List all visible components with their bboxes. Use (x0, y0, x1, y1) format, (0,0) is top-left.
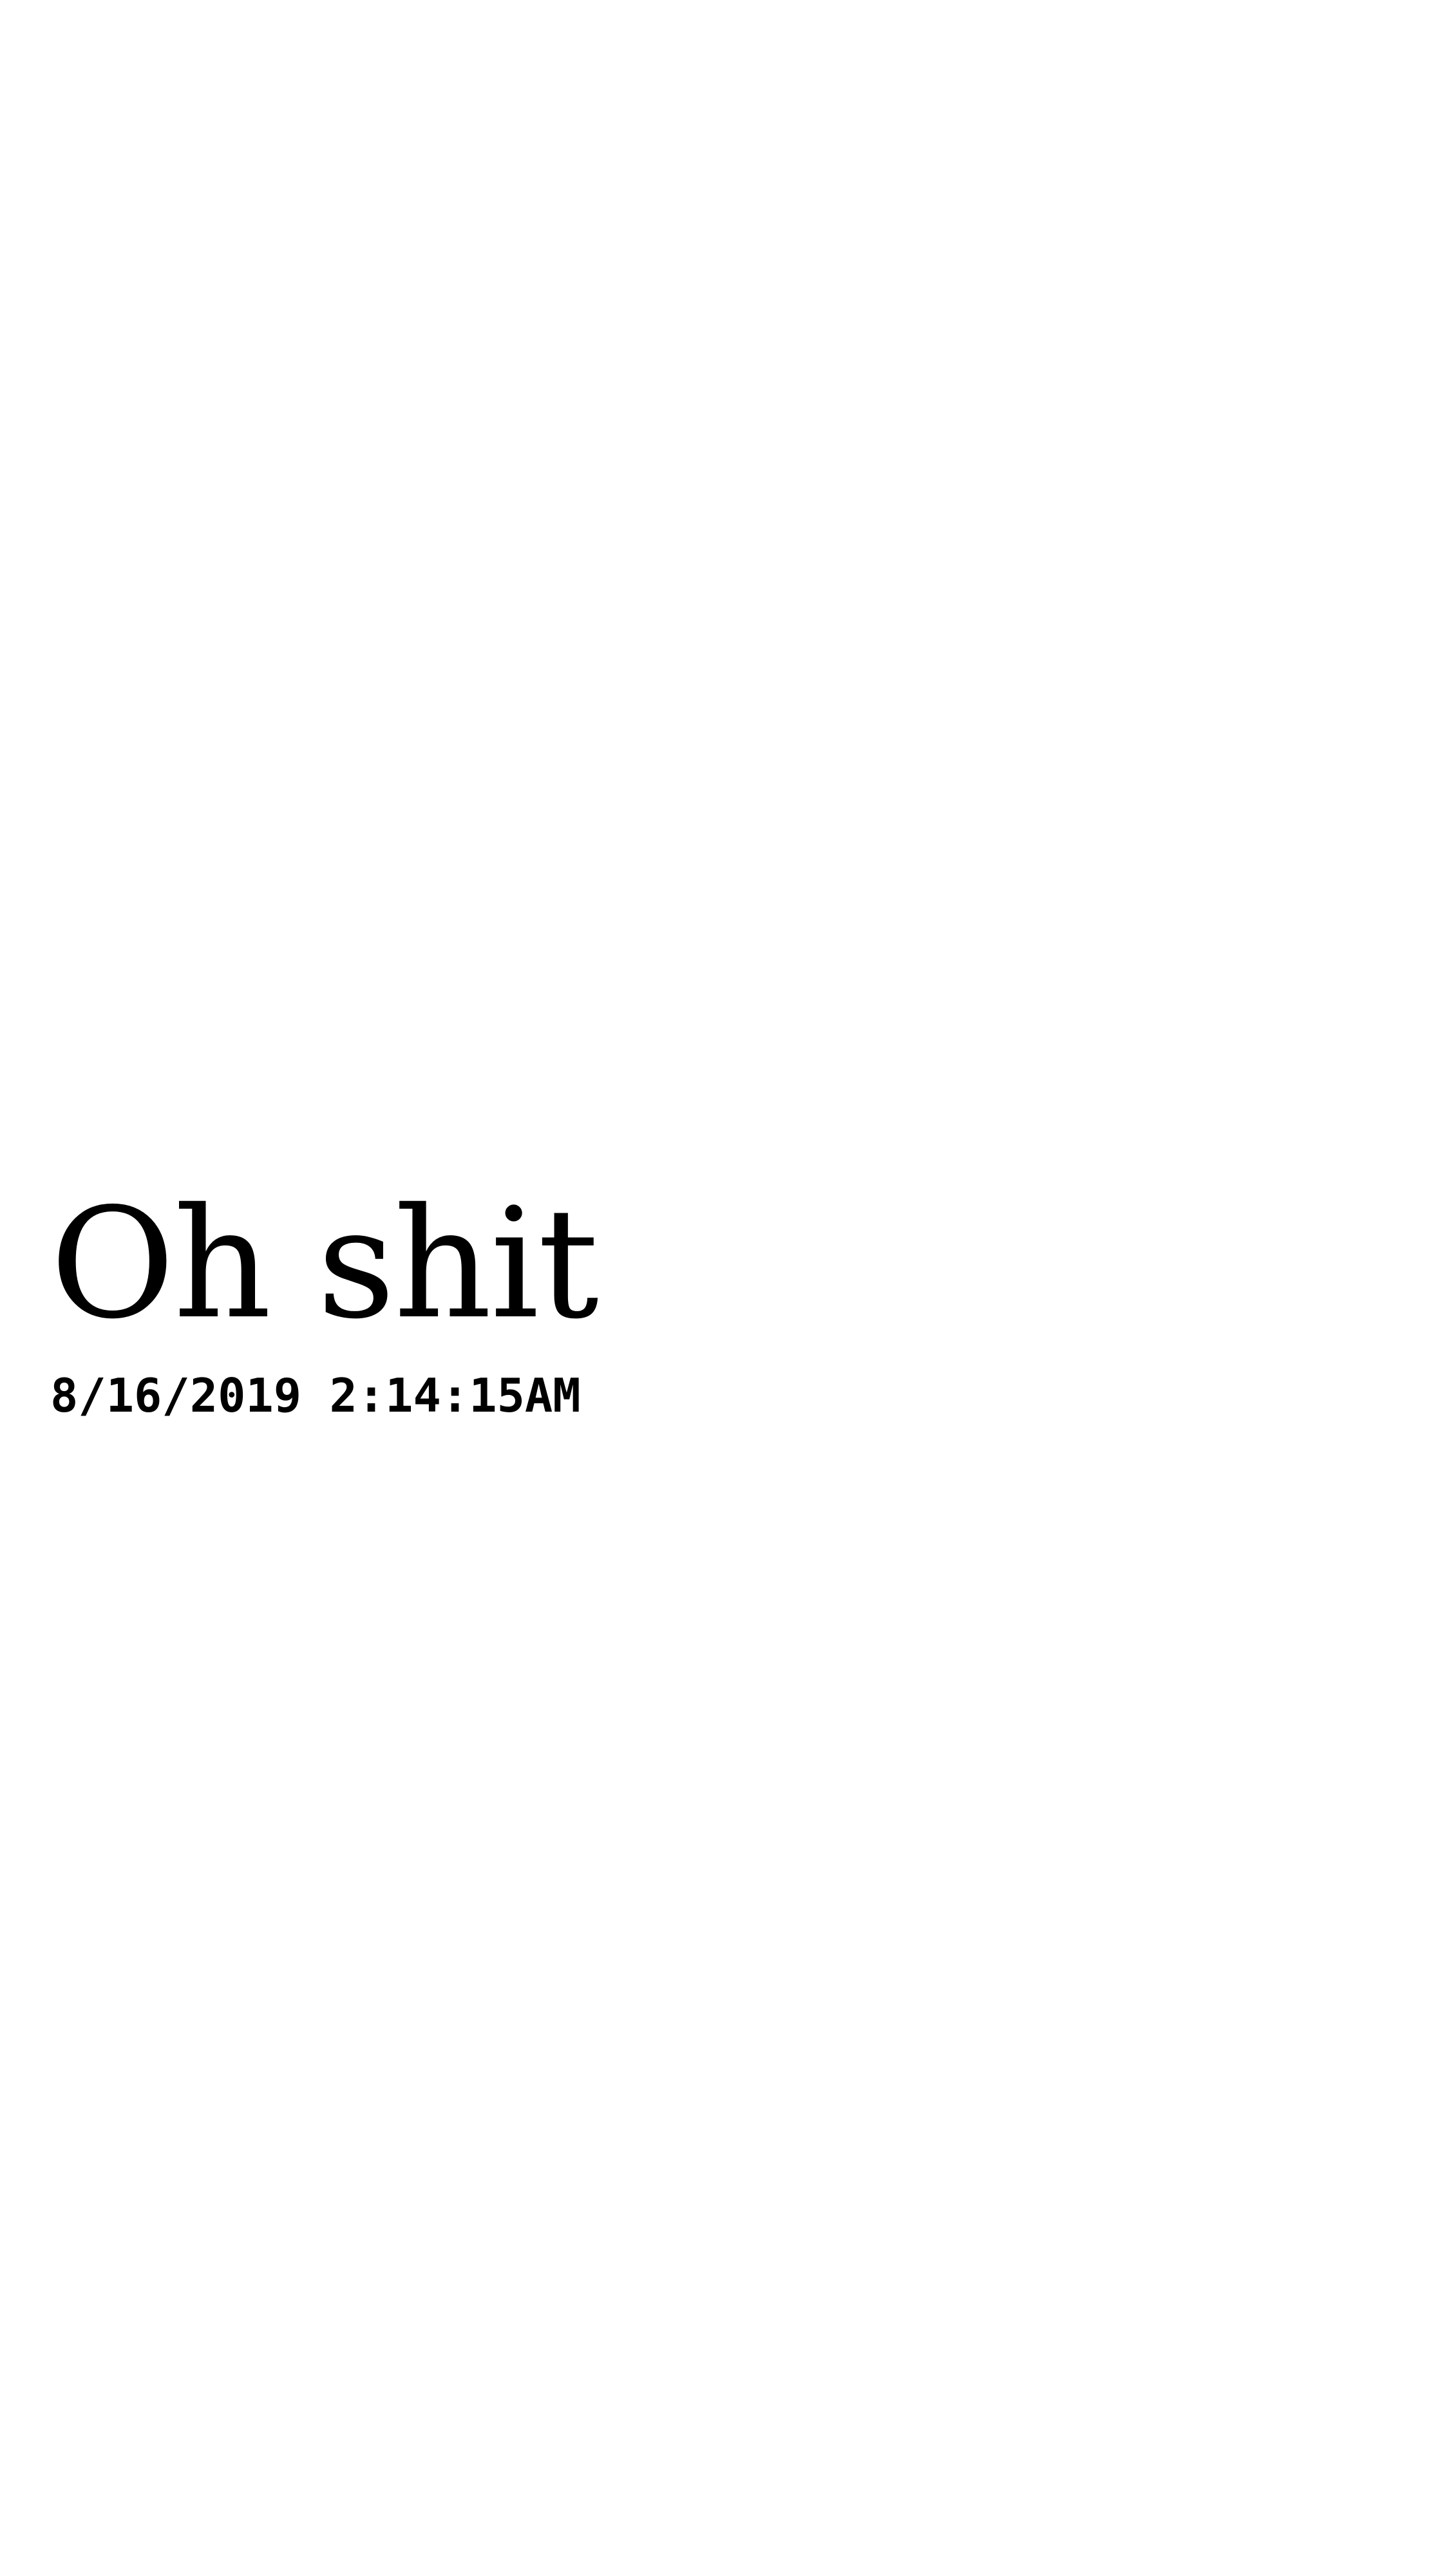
post (50, 1175, 1403, 1423)
post-timestamp: 8/16/2019 2:14:15AM (50, 1368, 581, 1423)
post-title: Oh shit (50, 1175, 598, 1352)
